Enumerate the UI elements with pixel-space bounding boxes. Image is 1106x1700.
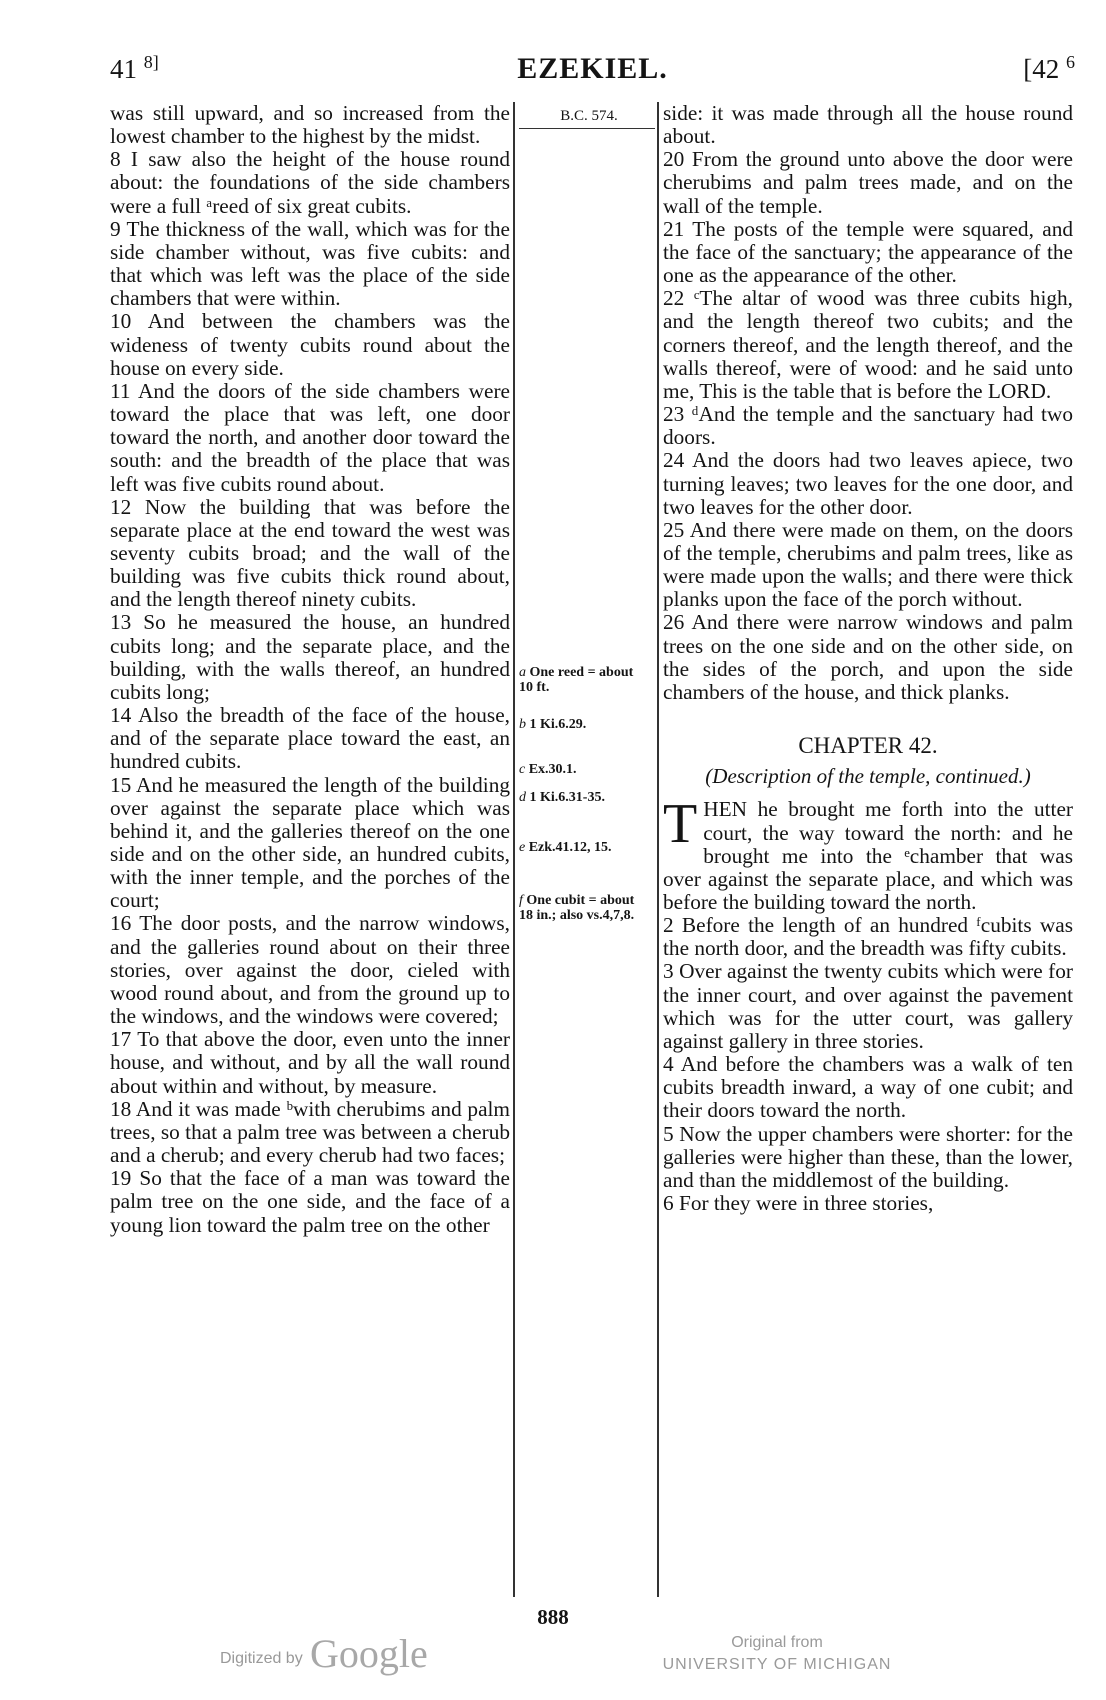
header-left-chapter: 41: [110, 54, 137, 84]
verse-paragraph: 2 Before the length of an hundred ᶠcubits was the north door, and the breadth was fifty cubits.: [663, 913, 1073, 961]
digitized-by-label: Digitized by: [220, 1650, 303, 1667]
margin-note: d 1 Ki.6.31-35.: [519, 790, 605, 805]
google-watermark: Google: [310, 1631, 428, 1676]
verse-paragraph: 19 So that the face of a man was toward the palm tree on the one side, and the face of a young lion toward the palm tree on the other: [110, 1166, 510, 1237]
verse-paragraph: 3 Over against the twenty cubits which were for the inner court, and over against the pavement which was for the utter court, was gallery against gallery in three stories.: [663, 959, 1073, 1053]
verse-paragraph: 13 So he measured the house, an hundred cubits long; and the separate place, and the building, with the walls thereof, an hundred cubits long;: [110, 610, 510, 704]
margin-note: e Ezk.41.12, 15.: [519, 840, 612, 855]
verse-paragraph: 9 The thickness of the wall, which was for the side chamber without, was five cubits: and that which was left was the place of the side chambers that were within.: [110, 216, 510, 311]
column-divider-left: [513, 102, 515, 1597]
margin-note: c Ex.30.1.: [519, 762, 577, 777]
verse-paragraph: 14 Also the breadth of the face of the house, and of the separate place toward the east, an hundred cubits.: [110, 703, 510, 774]
verse-paragraph: 16 The door posts, and the narrow windows, and the galleries round about on their three stories, over against the door, cieled with wood round about, and from the ground up to the windows, and the windows were covered;: [110, 911, 510, 1029]
margin-note: b 1 Ki.6.29.: [519, 717, 587, 732]
institution-label: UNIVERSITY OF MICHIGAN: [662, 1656, 892, 1673]
verse-paragraph: was still upward, and so increased from the lowest chamber to the highest by the midst.: [110, 101, 510, 149]
margin-note: f One cubit = about 18 in.; also vs.4,7,8.: [519, 893, 635, 923]
chapter-heading: CHAPTER 42.: [798, 733, 938, 759]
verse-paragraph: 10 And between the chambers was the wideness of twenty cubits round about the house on every side.: [110, 309, 510, 380]
chapter-description: (Description of the temple, continued.): [705, 764, 1031, 789]
verse-paragraph: 15 And he measured the length of the building over against the separate place which was behind it, and the galleries thereof on the one side and on the other side, an hundred cubits, with the inner temple, and the porches of the court;: [110, 772, 510, 913]
provenance-watermark: [662, 1632, 892, 1676]
verse-paragraph: HEN he brought me forth into the utter court, the way toward the north: and he brought me into the ᵉchamber that was over against the separate place, and which was before the building toward the north.: [663, 797, 1073, 914]
margin-note: a One reed = about 10 ft.: [519, 665, 634, 695]
margin-column: [519, 102, 659, 129]
verse-paragraph: 11 And the doors of the side chambers were toward the place that was left, one door toward the north, and another door toward the south: and the breadth of the place that was left was five cubits round about.: [110, 378, 510, 496]
verse-paragraph: 23 ᵈAnd the temple and the sanctuary had two doors.: [663, 402, 1073, 450]
verse-paragraph: 18 And it was made ᵇwith cherubims and palm trees, so that a palm tree was between a cherub and a cherub; and every cherub had two faces;: [110, 1096, 510, 1168]
verse-paragraph: 21 The posts of the temple were squared, and the face of the sanctuary; the appearance of the one as the appearance of the other.: [663, 216, 1073, 288]
chapter-41-end: [663, 102, 1073, 704]
right-text-column: [663, 102, 1073, 1215]
verse-paragraph: 6 For they were in three stories,: [663, 1191, 934, 1216]
verse-paragraph: 5 Now the upper chambers were shorter: for the galleries were higher than these, than the lower, and than the middlemost of the building.: [663, 1121, 1073, 1192]
verse-paragraph: 24 And the doors had two leaves apiece, two turning leaves; two leaves for the one door, and two leaves for the other door.: [663, 448, 1073, 519]
verse-paragraph: 12 Now the building that was before the separate place at the end toward the west was seventy cubits broad; and the wall of the building was five cubits thick round about, and the length thereof ninety cubits.: [110, 494, 510, 612]
page-number: 888: [537, 1605, 569, 1629]
header-left-verse: 8]: [143, 52, 159, 72]
drop-cap: T: [663, 793, 698, 856]
left-text-column: [110, 102, 510, 1237]
chapter-42-text: [663, 793, 1073, 1216]
header-right-reference: [1023, 52, 1075, 85]
verse-paragraph: 25 And there were made on them, on the doors of the temple, cherubims and palm trees, like as were made upon the walls; and there were thick planks upon the face of the porch without.: [663, 517, 1073, 612]
verse-paragraph: 4 And before the chambers was a walk of ten cubits breadth inward, a way of one cubit; and their doors toward the north.: [663, 1052, 1073, 1123]
header-right-chapter: [42: [1023, 54, 1060, 84]
header-right-verse: 6: [1066, 52, 1075, 72]
verse-paragraph: side: it was made through all the house round about.: [663, 101, 1073, 149]
original-from-label: Original from: [731, 1634, 823, 1651]
book-title: EZEKIEL.: [517, 52, 668, 85]
date-label: B.C. 574.: [519, 102, 655, 129]
verse-paragraph: 8 I saw also the height of the house round about: the foundations of the side chambers were a full ᵃreed of six great cubits.: [110, 147, 510, 218]
column-divider-right: [657, 102, 659, 1597]
verse-paragraph: 26 And there were narrow windows and palm trees on the one side and on the other side, on the sides of the porch, and upon the side chambers of the house, and thick planks.: [663, 610, 1073, 704]
verse-paragraph: 20 From the ground unto above the door were cherubims and palm trees made, and on the wall of the temple.: [663, 147, 1073, 218]
running-header: [110, 52, 1075, 92]
verse-paragraph: 22 ᶜThe altar of wood was three cubits high, and the length thereof two cubits; and the corners thereof, and the length thereof, and the walls thereof, were of wood: and he said unto me, This is the table that is before the LORD.: [663, 286, 1073, 403]
verse-paragraph: 17 To that above the door, even unto the inner house, and without, and by all the wall round about within and without, by measure.: [110, 1027, 510, 1098]
